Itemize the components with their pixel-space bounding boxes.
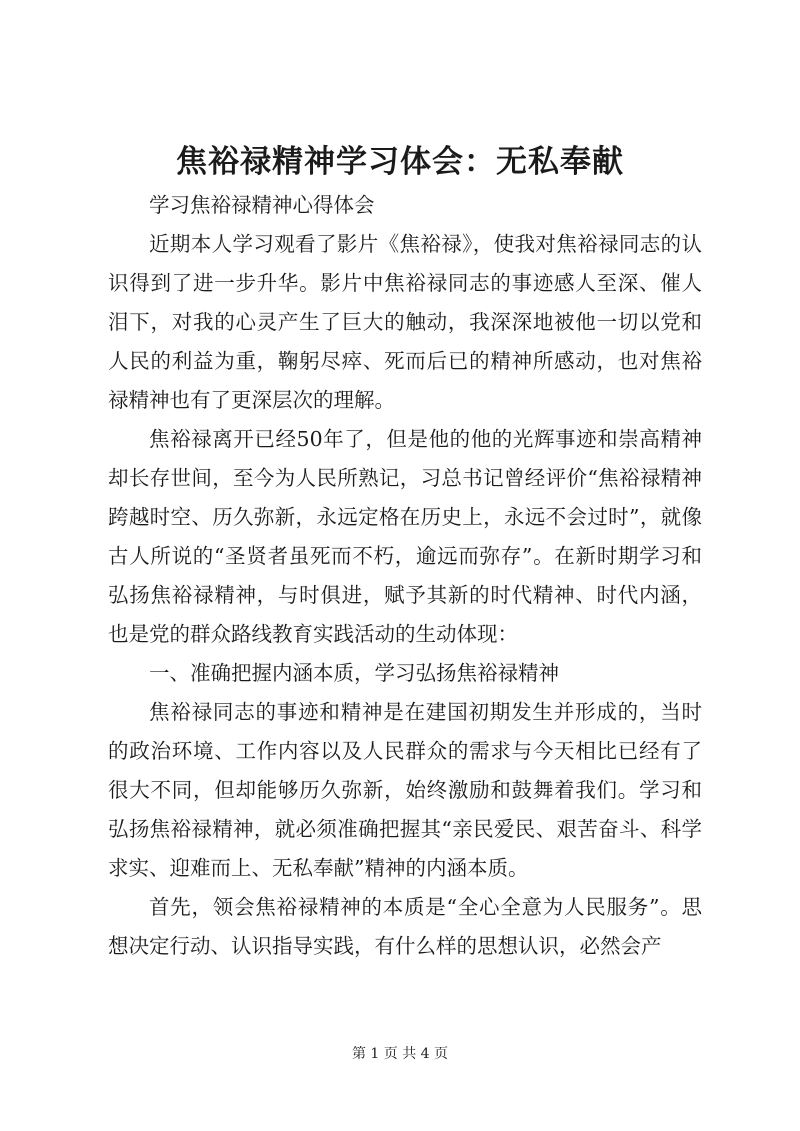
subtitle-paragraph: 学习焦裕禄精神心得体会 bbox=[149, 193, 375, 217]
body-paragraph: 焦裕禄同志的事迹和精神是在建国初期发生并形成的，当时的政治环境、工作内容以及人民群众的需求与今天相比已经有了很大不同，但却能够历久弥新，始终激励和鼓舞着我们。学习和弘扬焦裕禄精神，就必须准确把握其“亲民爱民、艰苦奋斗、科学求实、迎难而上、无私奉献”精神的内涵本质。 bbox=[108, 700, 702, 880]
page-footer: 第 1 页 共 4 页 bbox=[351, 1046, 449, 1062]
document-body bbox=[108, 186, 702, 966]
page-title: 焦裕禄精神学习体会：无私奉献 bbox=[176, 144, 624, 180]
body-paragraph: 焦裕禄离开已经50年了，但是他的他的光辉事迹和崇高精神却长存世间，至今为人民所熟记，习总书记曾经评价“焦裕禄精神跨越时空、历久弥新，永远定格在历史上，永远不会过时”，就像古人所说的“圣贤者虽死而不朽，逾远而弥存”。在新时期学习和弘扬焦裕禄精神，与时俱进，赋予其新的时代精神、时代内涵，也是党的群众路线教育实践活动的生动体现： bbox=[108, 427, 702, 646]
body-paragraph: 近期本人学习观看了影片《焦裕禄》，使我对焦裕禄同志的认识得到了进一步升华。影片中焦裕禄同志的事迹感人至深、催人泪下，对我的心灵产生了巨大的触动，我深深地被他一切以党和人民的利益为重，鞠躬尽瘁、死而后已的精神所感动，也对焦裕禄精神也有了更深层次的理解。 bbox=[108, 232, 702, 412]
body-paragraph: 首先，领会焦裕禄精神的本质是“全心全意为人民服务”。思想决定行动、认识指导实践，有什么样的思想认识，必然会产 bbox=[108, 895, 702, 958]
section-heading: 一、准确把握内涵本质，学习弘扬焦裕禄精神 bbox=[149, 661, 559, 685]
